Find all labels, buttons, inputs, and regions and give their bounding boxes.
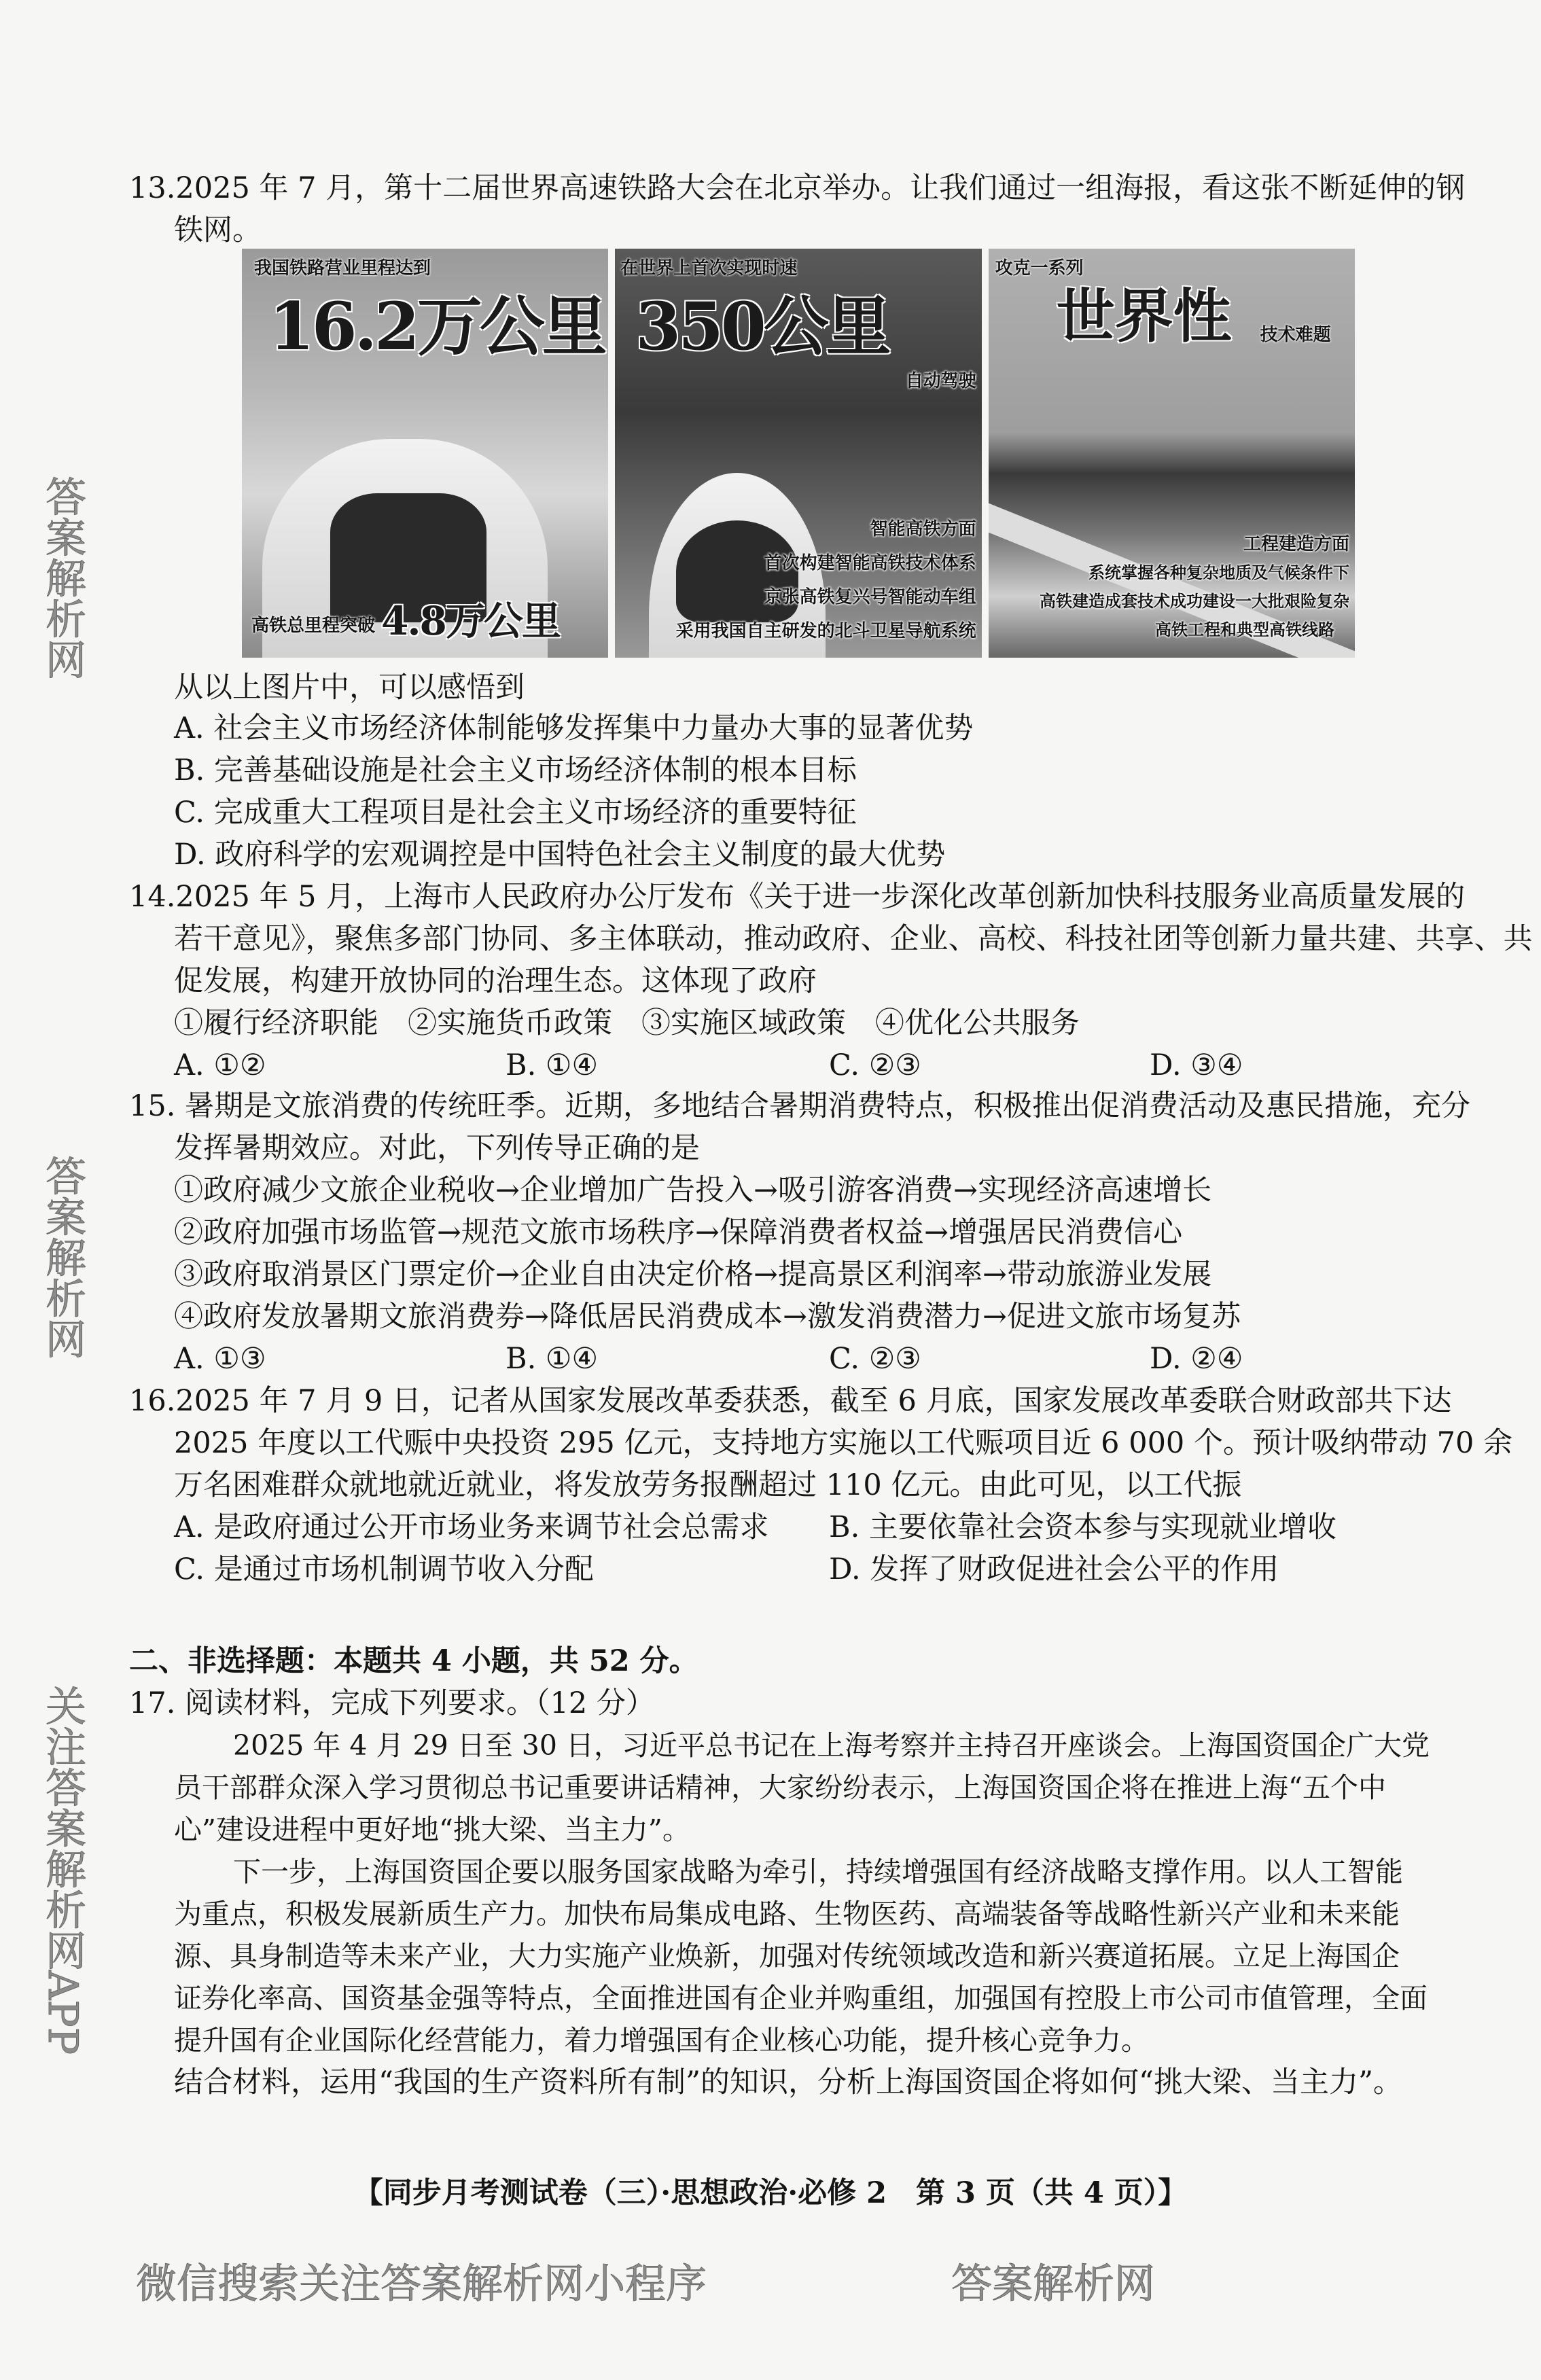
poster3-note: 高铁建造成套技术成功建设一大批艰险复杂 [1039, 591, 1349, 611]
q16-stem-line1: 16.2025 年 7 月 9 日，记者从国家发展改革委获悉，截至 6 月底，国家发展改革委联合财政部共下达 [129, 1384, 1452, 1418]
q17-para1-line3: 心”建设进程中更好地“挑大梁、当主力”。 [174, 1813, 690, 1846]
watermark: 关注答案解析网APP [39, 1685, 86, 2055]
poster3-note: 高铁工程和典型高铁线路 [1154, 620, 1334, 639]
q13-option-d: D. 政府科学的宏观调控是中国特色社会主义制度的最大优势 [174, 838, 946, 872]
q16-option-d: D. 发挥了财政促进社会公平的作用 [829, 1552, 1279, 1586]
poster1-bottom-number: 4.8万公里 [381, 598, 560, 644]
poster1-big-number: 16.2万公里 [269, 288, 605, 365]
railway-posters [242, 249, 1355, 658]
q16-option-a: A. 是政府通过公开市场业务来调节社会总需求 [174, 1510, 769, 1544]
q16-stem-line2: 2025 年度以工代赈中央投资 295 亿元，支持地方实施以工代赈项目近 6 000 个。预计吸纳带动 70 余 [174, 1426, 1512, 1460]
q17-para2-line1: 下一步，上海国资国企要以服务国家战略为牵引，持续增强国有经济战略支撑作用。以人工智能 [233, 1855, 1403, 1888]
q17-task: 结合材料，运用“我国的生产资料所有制”的知识，分析上海国资国企将如何“挑大梁、当主力”。 [174, 2065, 1402, 2099]
q14-items: ①履行经济职能 ②实施货币政策 ③实施区域政策 ④优化公共服务 [174, 1006, 1080, 1040]
q17-para2-line2: 为重点，积极发展新质生产力。加快布局集成电路、生物医药、高端装备等战略性新兴产业和未来能 [174, 1898, 1400, 1930]
q15-option-d: D. ②④ [1150, 1342, 1243, 1376]
q16-option-b: B. 主要依靠社会资本参与实现就业增收 [829, 1510, 1336, 1544]
q15-stem-line2: 发挥暑期效应。对此，下列传导正确的是 [174, 1131, 700, 1165]
q13-stem-line1: 13.2025 年 7 月，第十二届世界高速铁路大会在北京举办。让我们通过一组海报，看这张不断延伸的钢 [129, 171, 1466, 205]
q17-para1-line1: 2025 年 4 月 29 日至 30 日，习近平总书记在上海考察并主持召开座谈会。上海国资国企广大党 [233, 1729, 1430, 1762]
poster3-note: 系统掌握各种复杂地质及气候条件下 [1088, 563, 1349, 582]
q16-option-c: C. 是通过市场机制调节收入分配 [174, 1552, 594, 1586]
poster-speed [615, 249, 981, 658]
q16-stem-line3: 万名困难群众就地就近就业，将发放劳务报酬超过 110 亿元。由此可见，以工代振 [174, 1468, 1242, 1502]
poster2-top-text: 在世界上首次实现时速 [620, 258, 798, 279]
poster3-suffix: 技术难题 [1260, 325, 1331, 345]
q15-item-4: ④政府发放暑期文旅消费券→降低居民消费成本→激发消费潜力→促进文旅市场复苏 [174, 1300, 1241, 1334]
poster2-big-number: 350公里 [635, 288, 889, 365]
q13-option-a: A. 社会主义市场经济体制能够发挥集中力量办大事的显著优势 [174, 711, 974, 745]
poster2-note: 智能高铁方面 [870, 519, 976, 539]
poster1-top-text: 我国铁路营业里程达到 [254, 258, 431, 279]
poster2-note: 京张高铁复兴号智能动车组 [764, 587, 976, 607]
q15-option-c: C. ②③ [829, 1342, 921, 1376]
poster-technology [989, 249, 1355, 658]
q15-item-1: ①政府减少文旅企业税收→企业增加广告投入→吸引游客消费→实现经济高速增长 [174, 1173, 1212, 1207]
poster1-bottom-label: 高铁总里程突破 [251, 616, 376, 636]
section2-heading: 二、非选择题：本题共 4 小题，共 52 分。 [129, 1644, 698, 1678]
poster3-top-text: 攻克一系列 [995, 258, 1084, 279]
q14-stem-line1: 14.2025 年 5 月，上海市人民政府办公厅发布《关于进一步深化改革创新加快科技服务业高质量发展的 [129, 880, 1466, 914]
q17-para1-line2: 员干部群众深入学习贯彻总书记重要讲话精神，大家纷纷表示，上海国资国企将在推进上海“五个中 [174, 1771, 1386, 1804]
q14-stem-line3: 促发展，构建开放协同的治理生态。这体现了政府 [174, 964, 817, 998]
q15-stem-line1: 15. 暑期是文旅消费的传统旺季。近期，多地结合暑期消费特点，积极推出促消费活动及惠民措施，充分 [129, 1089, 1471, 1123]
q13-option-b: B. 完善基础设施是社会主义市场经济体制的根本目标 [174, 753, 857, 787]
poster2-note: 采用我国自主研发的北斗卫星导航系统 [675, 621, 976, 641]
watermark: 微信搜索关注答案解析网小程序 [136, 2260, 707, 2308]
q17-para2-line3: 源、具身制造等未来产业，大力实施产业焕新，加强对传统领域改造和新兴赛道拓展。立足上海国企 [174, 1940, 1400, 1972]
poster2-note: 首次构建智能高铁技术体系 [764, 553, 976, 573]
q13-lead: 从以上图片中，可以感悟到 [174, 671, 525, 705]
q15-item-3: ③政府取消景区门票定价→企业自由决定价格→提高景区利润率→带动旅游业发展 [174, 1258, 1212, 1292]
q17-para2-line5: 提升国有企业国际化经营能力，着力增强国有企业核心功能，提升核心竞争力。 [174, 2024, 1149, 2057]
q14-option-a: A. ①② [174, 1048, 266, 1082]
q13-stem-line2: 铁网。 [174, 213, 262, 247]
poster2-suffix: 自动驾驶 [905, 371, 976, 391]
q13-option-c: C. 完成重大工程项目是社会主义市场经济的重要特征 [174, 796, 857, 830]
q17-title: 17. 阅读材料，完成下列要求。（12 分） [129, 1686, 655, 1720]
q14-stem-line2: 若干意见》，聚焦多部门协同、多主体联动，推动政府、企业、高校、科技社团等创新力量共建、共享、共 [174, 922, 1533, 956]
page-footer: 【同步月考测试卷（三）·思想政治·必修 2 第 3 页（共 4 页）】 [353, 2176, 1188, 2210]
q15-option-a: A. ①③ [174, 1342, 266, 1376]
poster3-note: 工程建造方面 [1243, 534, 1349, 554]
q17-para2-line4: 证券化率高、国资基金强等特点，全面推进国有企业并购重组，加强国有控股上市公司市值管理，全面 [174, 1982, 1428, 2014]
q14-option-c: C. ②③ [829, 1048, 921, 1082]
poster-mileage [242, 249, 608, 658]
poster3-big-text: 世界性 [1056, 282, 1232, 351]
q15-option-b: B. ①④ [506, 1342, 599, 1376]
watermark: 答案解析网 [39, 1155, 86, 1359]
watermark: 答案解析网 [951, 2260, 1155, 2308]
q14-option-d: D. ③④ [1150, 1048, 1243, 1082]
q15-item-2: ②政府加强市场监管→规范文旅市场秩序→保障消费者权益→增强居民消费信心 [174, 1215, 1183, 1249]
watermark: 答案解析网 [39, 476, 86, 679]
q14-option-b: B. ①④ [506, 1048, 599, 1082]
